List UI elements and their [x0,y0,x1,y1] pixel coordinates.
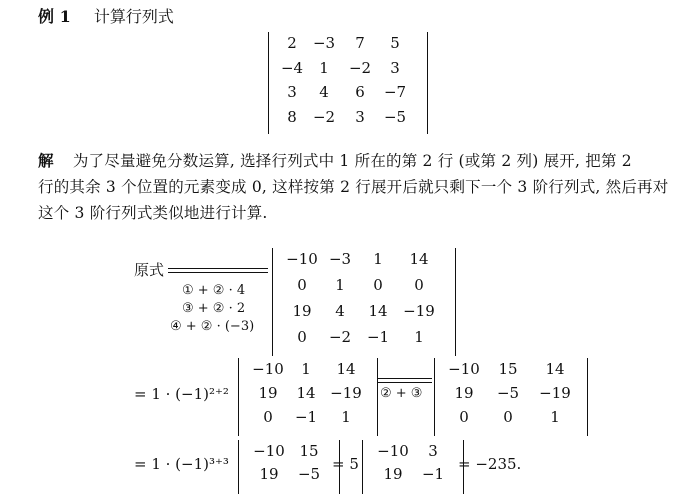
matrix-cell: 0 [263,408,273,426]
row-op-2: ③ + ② · 2 [182,301,246,316]
determinant-step1 [272,248,456,356]
matrix-cell: 15 [498,360,518,378]
matrix-cell: −19 [539,384,571,402]
matrix-cell: 19 [454,384,474,402]
solution-text-1: 为了尽量避免分数运算, 选择行列式中 1 所在的第 2 行 (或第 2 列) 展开, 把第 2 [72,152,632,170]
solution-label: 解 [38,151,54,170]
matrix-cell: 1 [335,276,345,294]
matrix-cell: −10 [448,360,480,378]
matrix-cell: 14 [296,384,316,402]
matrix-cell: 5 [390,34,400,52]
step1-grid [283,252,445,356]
example-label: 例 1 [38,7,71,26]
matrix-cell: 0 [297,328,307,346]
matrix-cell: −1 [366,328,390,346]
original-expression-label: 原式 [134,261,165,279]
step3-eq5: = 5 [332,455,359,473]
matrix-cell: 14 [336,360,356,378]
determinant-step2b [434,358,588,436]
matrix-cell: 14 [545,360,565,378]
matrix-cell: 1 [319,58,329,77]
matrix-cell: 3 [390,58,400,77]
matrix-cell: 1 [341,408,351,426]
matrix-cell: −2 [348,58,372,77]
matrix-cell: 4 [319,83,329,101]
determinant-step3a [238,440,340,494]
step3b-grid [373,444,453,490]
step2a-grid [249,362,367,434]
matrix-cell: 4 [335,302,345,320]
matrix-cell: 19 [292,302,312,320]
matrix-cell: −10 [377,442,409,460]
matrix-cell: 0 [297,276,307,294]
step2-prefix: = 1 · (−1)²⁺² [134,385,229,403]
matrix-cell: 19 [259,465,279,483]
matrix-cell: 1 [414,328,424,346]
matrix-cell: 8 [287,107,297,126]
matrix-cell: −5 [496,384,520,402]
step3a-grid [249,444,329,490]
matrix-cell: 1 [373,250,383,268]
matrix-cell: −3 [328,250,352,268]
matrix-cell: −10 [286,250,318,268]
matrix-cell: 0 [503,408,513,426]
matrix-cell: −7 [383,83,407,101]
solution-text-3: 这个 3 阶行列式类似地进行计算. [38,204,268,222]
matrix-cell: −5 [383,107,407,126]
row-op-3: ④ + ② · (−3) [170,319,255,334]
step2-equals-line [378,378,432,383]
matrix-cell: 3 [287,83,297,101]
matrix-cell: 2 [287,34,297,52]
solution-line-1 [38,148,632,174]
matrix-cell: −4 [280,58,304,77]
final-result: = −235. [458,455,522,473]
equals-double-line [168,268,268,273]
matrix-cell: −19 [403,302,435,320]
example-heading [38,4,174,27]
matrix-cell: −10 [252,360,284,378]
matrix-cell: 19 [258,384,278,402]
matrix-cell: −2 [328,328,352,346]
matrix-cell: −1 [294,408,318,426]
matrix-cell: 1 [301,360,311,378]
matrix-cell: 6 [355,83,365,101]
matrix-cell: −1 [421,465,445,483]
matrix-cell: −10 [253,442,285,460]
matrix-cell: 0 [459,408,469,426]
det1-grid [279,36,417,134]
matrix-cell: 19 [383,465,403,483]
matrix-cell: −5 [297,465,321,483]
matrix-cell: −3 [312,34,336,52]
row-op-1: ① + ② · 4 [182,283,246,298]
matrix-cell: 3 [355,107,365,126]
col-op: ② + ③ [380,386,423,401]
step3-prefix: = 1 · (−1)³⁺³ [134,455,229,473]
matrix-cell: 7 [355,34,365,52]
matrix-cell: 0 [373,276,383,294]
matrix-cell: −19 [330,384,362,402]
matrix-cell: 14 [409,250,429,268]
determinant-4x4 [268,32,428,134]
determinant-step2a [238,358,378,436]
determinant-step3b [362,440,464,494]
matrix-cell: 14 [368,302,388,320]
solution-text-2: 行的其余 3 个位置的元素变成 0, 这样按第 2 行展开后就只剩下一个 3 阶行列式, 然后再对 [38,178,669,196]
step2b-grid [445,362,577,434]
example-title: 计算行列式 [93,7,174,26]
matrix-cell: 15 [299,442,319,460]
matrix-cell: −2 [312,107,336,126]
matrix-cell: 3 [428,442,438,460]
matrix-cell: 1 [550,408,560,426]
matrix-cell: 0 [414,276,424,294]
